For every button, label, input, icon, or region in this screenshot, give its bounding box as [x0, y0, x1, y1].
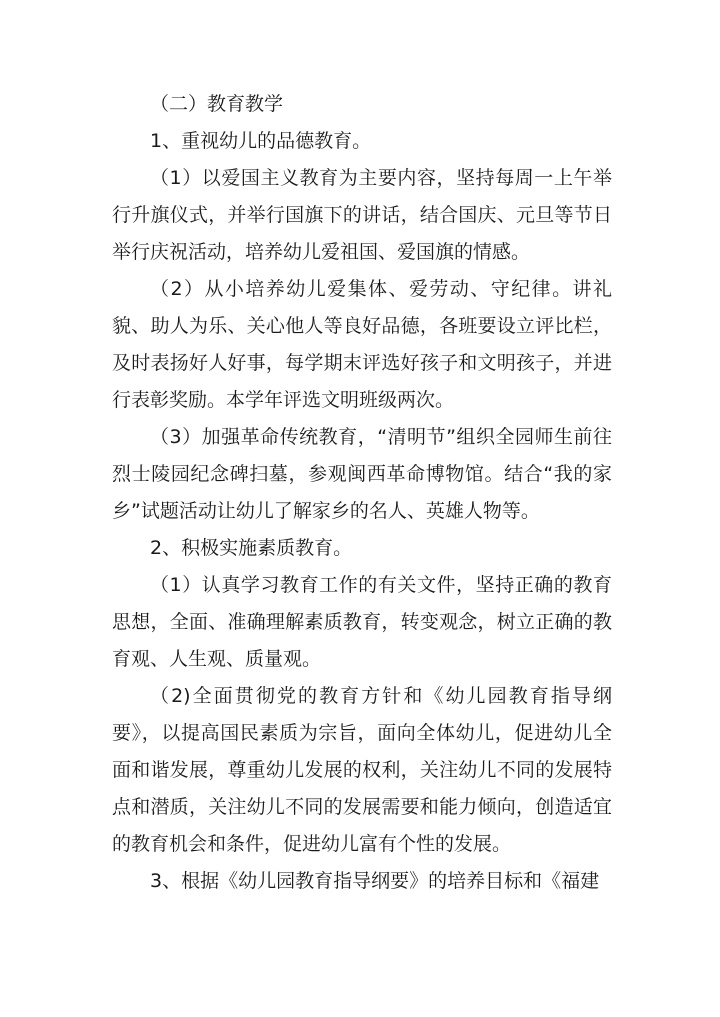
paragraph-2-2: （2)全面贯彻党的教育方针和《幼儿园教育指导纲要》，以提高国民素质为宗旨，面向全体幼儿，促进幼儿全面和谐发展，尊重幼儿发展的权利，关注幼儿不同的发展特点和潜质，关注幼儿不同的发展需要和能力倾向，创造适宜的教育机会和条件，促进幼儿富有个性的发展。 — [112, 685, 612, 855]
document-body — [112, 86, 612, 900]
paragraph-2-1: （1）认真学习教育工作的有关文件，坚持正确的教育思想，全面、准确理解素质教育，转变观念，树立正确的教育观、人生观、质量观。 — [112, 574, 612, 670]
paragraph-1-1: （1）以爱国主义教育为主要内容，坚持每周一上午举行升旗仪式，并举行国旗下的讲话，结合国庆、元旦等节日举行庆祝活动，培养幼儿爱祖国、爱国旗的情感。 — [112, 167, 612, 263]
item-heading-1: 1、重视幼儿的品德教育。 — [150, 130, 372, 152]
item-heading-2: 2、积极实施素质教育。 — [150, 537, 353, 559]
paragraph-1-2: （2）从小培养幼儿爱集体、爱劳动、守纪律。讲礼貌、助人为乐、关心他人等良好品德，各班要设立评比栏，及时表扬好人好事，每学期末评选好孩子和文明孩子，并进行表彰奖励。本学年评选文明班级两次。 — [112, 278, 612, 411]
paragraph-1-3: （3）加强革命传统教育，“清明节”组织全园师生前往烈士陵园纪念碑扫墓，参观闽西革命博物馆。结合“我的家乡”试题活动让幼儿了解家乡的名人、英雄人物等。 — [112, 426, 612, 522]
item-heading-3: 3、根据《幼儿园教育指导纲要》的培养目标和《福建 — [150, 870, 600, 892]
section-heading: （二）教育教学 — [150, 93, 284, 115]
